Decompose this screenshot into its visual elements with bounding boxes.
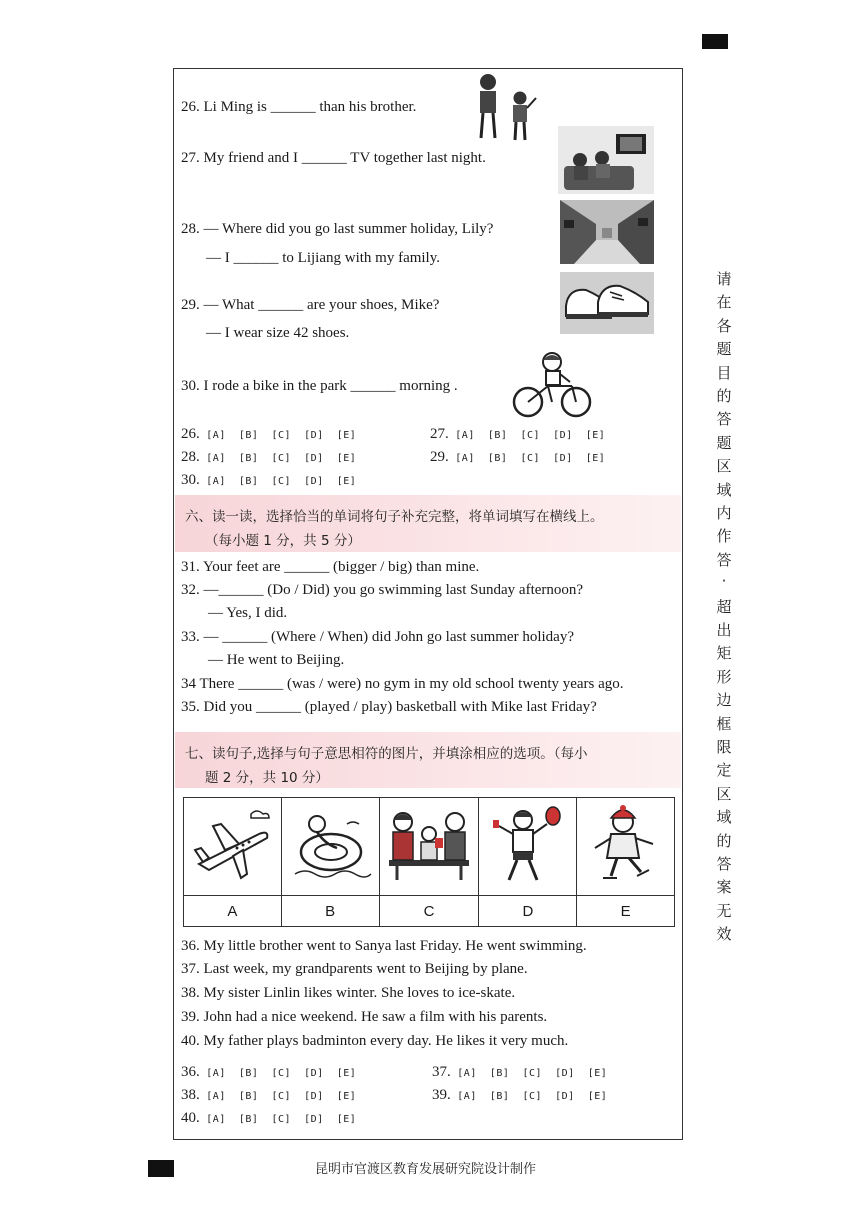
side-note-char: 边 (716, 691, 732, 710)
picture-options-table (183, 797, 675, 927)
side-note-char: 各 (716, 316, 732, 335)
side-note-char: 框 (716, 714, 732, 733)
sentence-39: 39. John had a nice weekend. He saw a film with his parents. (181, 1009, 548, 1025)
side-note-char: 定 (716, 761, 732, 780)
question-29-reply: — I wear size 42 shoes. (206, 325, 350, 341)
picture-label-a: A (184, 896, 282, 927)
question-35: 35. Did you ______ (played / play) basketball with Mike last Friday? (181, 699, 597, 715)
side-note-char: · (721, 572, 727, 591)
side-note-char: 限 (716, 738, 732, 756)
side-note-char: 矩 (716, 644, 732, 663)
section-6-title: 六、读一读，选择恰当的单词将句子补充完整，将单词填写在横线上。 (185, 509, 604, 525)
side-note-char: 答 (716, 855, 732, 873)
answer-row-39[interactable]: 39. [A] [B] [C] [D] [E] (432, 1087, 608, 1103)
boy-riding-bike-picture (512, 350, 592, 420)
answer-row-29[interactable]: 29. [A] [B] [C] [D] [E] (430, 449, 606, 465)
side-note-char: 区 (716, 784, 732, 803)
picture-label-c: C (379, 896, 479, 927)
old-town-street-picture (560, 200, 654, 264)
answer-row-38[interactable]: 38. [A] [B] [C] [D] [E] (181, 1087, 357, 1103)
answer-row-28[interactable]: 28. [A] [B] [C] [D] [E] (181, 449, 357, 465)
airplane-picture (189, 804, 275, 884)
side-note-char: 请 (716, 270, 732, 288)
side-note-char: 作 (716, 527, 732, 546)
sentence-40: 40. My father plays badminton every day. He likes it very much. (181, 1033, 569, 1049)
side-note-char: 超 (716, 597, 732, 616)
side-note-char: 域 (716, 808, 732, 827)
picture-option-c (379, 798, 479, 896)
side-note-char: 区 (716, 457, 732, 476)
section-6-subtitle: （每小题 1 分，共 5 分） (205, 533, 361, 549)
side-note-char: 的 (716, 831, 732, 850)
side-note-char: 形 (716, 667, 732, 686)
question-29: 29. — What ______ are your shoes, Mike? (181, 297, 440, 313)
answer-row-37[interactable]: 37. [A] [B] [C] [D] [E] (432, 1064, 608, 1080)
badminton-player-picture (485, 804, 571, 884)
side-note-char: 题 (716, 433, 732, 452)
side-note-char: 答 (716, 410, 732, 429)
sentence-37: 37. Last week, my grandparents went to Beijing by plane. (181, 961, 528, 977)
answer-row-36[interactable]: 36. [A] [B] [C] [D] [E] (181, 1064, 357, 1080)
answer-row-40[interactable]: 40. [A] [B] [C] [D] [E] (181, 1110, 357, 1126)
picture-option-a (184, 798, 282, 896)
two-boys-picture (468, 70, 548, 142)
side-note-char: 无 (716, 901, 732, 920)
section-7-title: 七、读句子,选择与句子意思相符的图片，并填涂相应的选项。（每小 (185, 746, 588, 762)
corner-marker-top-right (702, 34, 728, 49)
side-note-char: 答 (716, 550, 732, 569)
question-31: 31. Your feet are ______ (bigger / big) than mine. (181, 559, 480, 575)
family-at-cinema-picture (385, 804, 473, 884)
section-7-subtitle: 题 2 分，共 10 分） (205, 770, 329, 786)
answer-row-27[interactable]: 27. [A] [B] [C] [D] [E] (430, 426, 606, 442)
sentence-36: 36. My little brother went to Sanya last Friday. He went swimming. (181, 938, 587, 954)
shoes-picture (560, 272, 654, 334)
picture-option-d (479, 798, 577, 896)
footer-credit: 昆明市官渡区教育发展研究院设计制作 (315, 1162, 537, 1177)
side-note-char: 域 (716, 480, 732, 499)
side-note-char: 目 (716, 363, 732, 382)
question-33: 33. — ______ (Where / When) did John go last summer holiday? (181, 629, 574, 645)
corner-marker-bottom-left (148, 1160, 174, 1177)
question-32: 32. —______ (Do / Did) you go swimming last Sunday afternoon? (181, 582, 584, 598)
question-28: 28. — Where did you go last summer holiday, Lily? (181, 221, 494, 237)
question-26: 26. Li Ming is ______ than his brother. (181, 99, 417, 115)
question-32-reply: — Yes, I did. (208, 605, 288, 621)
question-34: 34 There ______ (was / were) no gym in my old school twenty years ago. (181, 676, 624, 692)
sentence-38: 38. My sister Linlin likes winter. She loves to ice-skate. (181, 985, 516, 1001)
question-30: 30. I rode a bike in the park ______ morning . (181, 378, 458, 394)
answer-row-30[interactable]: 30. [A] [B] [C] [D] [E] (181, 472, 357, 488)
swimming-picture (287, 804, 373, 884)
question-33-reply: — He went to Beijing. (208, 652, 345, 668)
answer-row-26[interactable]: 26. [A] [B] [C] [D] [E] (181, 426, 357, 442)
question-27: 27. My friend and I ______ TV together last night. (181, 150, 486, 166)
picture-option-b (281, 798, 379, 896)
side-note-char: 案 (716, 878, 732, 897)
picture-label-d: D (479, 896, 577, 927)
picture-option-e (577, 798, 675, 896)
side-note-char: 内 (716, 504, 732, 522)
side-note-char: 的 (716, 387, 732, 405)
question-28-reply: — I ______ to Lijiang with my family. (206, 250, 441, 266)
side-note-char: 效 (716, 925, 732, 944)
side-note-char: 出 (716, 621, 732, 639)
ice-skating-girl-picture (583, 804, 669, 884)
picture-label-b: B (281, 896, 379, 927)
side-note-char: 在 (716, 293, 732, 312)
side-note-char: 题 (716, 340, 732, 359)
watching-tv-picture (558, 126, 654, 194)
picture-label-e: E (577, 896, 675, 927)
